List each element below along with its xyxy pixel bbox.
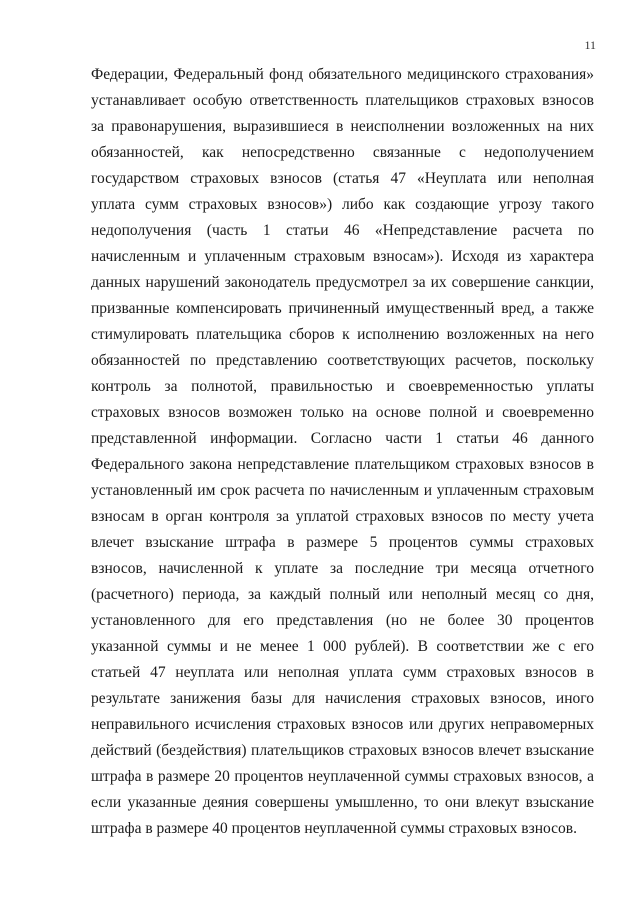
text-line: влечет взыскание штрафа в размере 5 процентов суммы страховых <box>91 534 594 551</box>
text-line: устанавливает особую ответственность плательщиков страховых взносов <box>91 92 594 109</box>
text-line: (расчетного) периода, за каждый полный или неполный месяц со дня, <box>91 586 594 603</box>
text-line: статьей 47 неуплата или неполная уплата сумм страховых взносов в <box>91 664 594 681</box>
text-line: призванные компенсировать причиненный имущественный вред, а также <box>91 300 594 317</box>
text-line: результате занижения базы для начисления страховых взносов, иного <box>91 690 594 707</box>
text-line: представленной информации. Согласно части 1 статьи 46 данного <box>91 430 594 447</box>
text-line: начисленным и уплаченным страховым взносам»). Исходя из характера <box>91 248 594 265</box>
text-line: действий (бездействия) плательщиков страховых взносов влечет взыскание <box>91 742 594 759</box>
text-line: если указанные деяния совершены умышленно, то они влекут взыскание <box>91 794 594 811</box>
text-line: стимулировать плательщика сборов к исполнению возложенных на него <box>91 326 594 343</box>
text-line-last: штрафа в размере 40 процентов неуплаченной суммы страховых взносов. <box>91 820 577 837</box>
text-line: контроль за полнотой, правильностью и своевременностью уплаты <box>91 378 594 395</box>
page-number: 11 <box>584 38 596 52</box>
text-line: страховых взносов возможен только на основе полной и своевременно <box>91 404 594 421</box>
text-line: штрафа в размере 20 процентов неуплаченной суммы страховых взносов, а <box>91 768 594 785</box>
text-line: обязанностей по представлению соответствующих расчетов, поскольку <box>91 352 594 369</box>
text-line: неправильного исчисления страховых взносов или других неправомерных <box>91 716 594 733</box>
text-line: государством страховых взносов (статья 47 «Неуплата или неполная <box>91 170 594 187</box>
text-line: за правонарушения, выразившиеся в неисполнении возложенных на них <box>91 118 594 135</box>
text-line: указанной суммы и не менее 1 000 рублей). В соответствии же с его <box>91 638 594 655</box>
text-line: взносам в орган контроля за уплатой страховых взносов по месту учета <box>91 508 594 525</box>
text-line: установленный им срок расчета по начисленным и уплаченным страховым <box>91 482 594 499</box>
text-line: данных нарушений законодатель предусмотрел за их совершение санкции, <box>91 274 594 291</box>
text-line: установленного для его представления (но не более 30 процентов <box>91 612 594 629</box>
text-line: недополучения (часть 1 статьи 46 «Непредставление расчета по <box>91 222 594 239</box>
text-line: Федерации, Федеральный фонд обязательного медицинского страхования» <box>91 66 594 83</box>
text-line: взносов, начисленной к уплате за последние три месяца отчетного <box>91 560 594 577</box>
body-text <box>91 62 594 842</box>
text-line: Федерального закона непредставление плательщиком страховых взносов в <box>91 456 594 473</box>
text-line: обязанностей, как непосредственно связанные с недополучением <box>91 144 594 161</box>
text-line: уплата сумм страховых взносов») либо как создающие угрозу такого <box>91 196 594 213</box>
